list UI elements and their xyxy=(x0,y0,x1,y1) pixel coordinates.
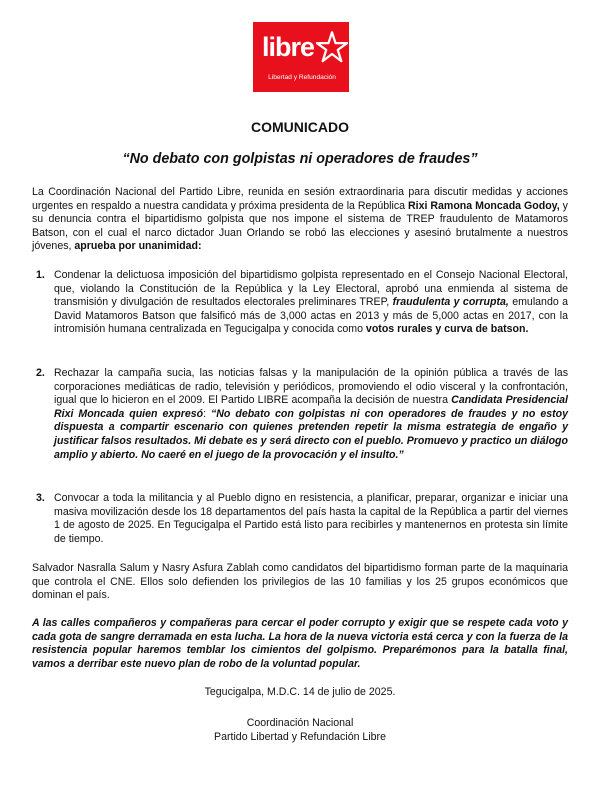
list-item xyxy=(36,367,568,462)
document-subtitle: “No debato con golpistas ni operadores de fraudes” xyxy=(122,151,478,167)
party-logo xyxy=(253,22,349,92)
item-number: 1. xyxy=(36,269,45,281)
signature-line-1: Coordinación Nacional xyxy=(246,717,354,729)
place-date: Tegucigalpa, M.D.C. 14 de julio de 2025. xyxy=(204,686,396,698)
star-icon xyxy=(316,31,348,63)
item-text: Rechazar la campaña sucia, las noticias falsas y la manipulación de la opinión pública a través de las corporaciones mediáticas de radio, televisión y periódicos, promoviendo el odio visceral y la confrontación, igual que lo hicieron en el 2009. El Partido LIBRE acompaña la decisión de nuestra Candidata Presidencial Rixi Moncada quien expresó: “No debato con golpistas ni con operadores de fraudes y no estoy dispuesta a compartir escenario con quienes pretenden repetir la misma estrategia de engaño y justificar falsos resultados. Mi debate es y será directo con el pueblo. Promuevo y practico un diálogo amplio y abierto. No caeré en el juego de la provocación y el insulto.” xyxy=(54,367,568,461)
call-to-action-paragraph: A las calles compañeros y compañeras para cercar el poder corrupto y exigir que se respete cada voto y cada gota de sangre derramada en esta lucha. La hora de la nueva victoria está cerca y con la fuerza de la resistencia popular haremos temblar los cimientos del golpismo. Preparémonos para la batalla final, vamos a derribar este nuevo plan de robo de la voluntad popular. xyxy=(32,617,568,670)
list-item xyxy=(36,269,568,337)
candidates-paragraph: Salvador Nasralla Salum y Nasry Asfura Zablah como candidatos del bipartidismo forman parte de la maquinaria que controla el CNE. Ellos solo defienden los privilegios de las 10 familias y los 25 grupos económicos que dominan el país. xyxy=(32,562,568,602)
document-title: COMUNICADO xyxy=(251,119,349,135)
list-item xyxy=(36,492,568,546)
item-number: 2. xyxy=(36,367,45,379)
item-text: Condenar la delictuosa imposición del bipartidismo golpista representado en el Consejo Nacional Electoral, que, violando la Constitución de la República y la Ley Electoral, aprobó una enmienda al sistema de transmisión y divulgación de resultados electorales preliminares TREP, fraudulenta y corrupta, emulando a David Matamoros Batson que falsificó más de 3,000 actas en 2013 y más de 5,000 actas en 2017, con la intromisión humana centralizada en Tegucigalpa y conocida como votos rurales y curva de batson. xyxy=(54,269,568,336)
logo-wordmark: libre xyxy=(262,32,315,62)
signature-line-2: Partido Libertad y Refundación Libre xyxy=(214,731,386,743)
intro-paragraph: La Coordinación Nacional del Partido Libre, reunida en sesión extraordinaria para discutir medidas y acciones urgentes en respaldo a nuestra candidata y próxima presidenta de la República Rixi Ramona Moncada Godoy, y su denuncia contra el bipartidismo golpista que nos impone el sistema de TREP fraudulento de Matamoros Batson, con el cual el narco dictador Juan Orlando se robó las elecciones y asesinó brutalmente a nuestros jóvenes, aprueba por unanimidad: xyxy=(32,186,568,253)
logo-tagline: Libertad y Refundación xyxy=(268,74,336,81)
item-text: Convocar a toda la militancia y al Pueblo digno en resistencia, a planificar, preparar, organizar e iniciar una masiva movilización desde los 18 departamentos del país hasta la capital de la República a partir del viernes 1 de agosto de 2025. En Tegucigalpa el Partido está listo para recibirles y mantenernos en protesta sin límite de tiempo. xyxy=(54,492,568,545)
item-number: 3. xyxy=(36,492,45,504)
